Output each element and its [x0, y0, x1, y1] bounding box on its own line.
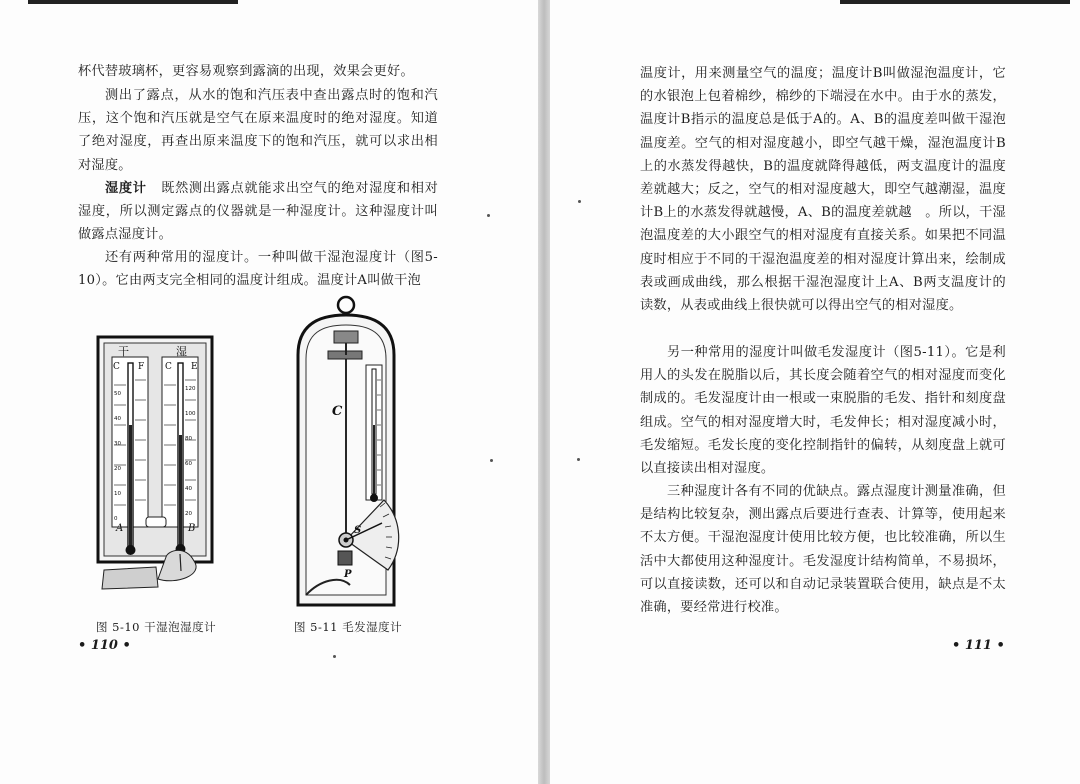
scan-speck [490, 459, 493, 462]
tick-c-5: 0 [114, 516, 118, 522]
tick-c-2: 30 [114, 441, 121, 447]
left-paragraph-1: 杯代替玻璃杯，更容易观察到露滴的出现，效果会更好。 [78, 64, 414, 79]
left-paragraph-3-text: 既然测出露点就能求出空气的绝对湿度和相对湿度，所以测定露点的仪器就是一种湿度计。这种湿度计叫做露点湿度计。 [78, 181, 439, 243]
page-number-right: • 111 • [952, 638, 1005, 653]
label-e-scale: E [191, 362, 198, 372]
figure-hair-hygrometer [290, 295, 402, 615]
label-scale: S [354, 525, 362, 536]
scan-speck [487, 214, 490, 217]
tick-f-0: 120 [185, 386, 196, 392]
scan-speck [333, 655, 336, 658]
tick-c-0: 50 [114, 391, 121, 397]
label-dry: 干 [118, 345, 129, 358]
label-hair: C [332, 404, 343, 419]
top-rule-right [840, 0, 1070, 4]
label-f-scale: F [138, 362, 145, 372]
scan-speck [577, 458, 580, 461]
book-gutter [538, 0, 550, 784]
label-pointer: P [344, 569, 352, 580]
label-wet: 湿 [176, 345, 187, 358]
top-rule-left [28, 0, 238, 4]
tick-f-5: 20 [185, 511, 192, 517]
tick-c-3: 20 [114, 466, 121, 472]
tick-f-4: 40 [185, 486, 192, 492]
tick-f-2: 80 [185, 436, 192, 442]
caption-figure-5-10: 图 5-10 干湿泡湿度计 [96, 620, 217, 634]
label-thermometer-a: A [116, 523, 124, 534]
right-paragraph-1: 温度计，用来测量空气的温度；温度计B叫做湿泡温度计，它的水银泡上包着棉纱，棉纱的下端浸在水中。由于水的蒸发，温度计B指示的温度总是低于A的。A、B的温度差叫做干湿泡温度差。空气的相对湿度越小，即空气越干燥，湿泡温度计B上的水蒸发得越快，B的温度就降得越低，两支温度计的温度差就越大；反之，空气的相对湿度越大，即空气越潮湿，温度计B上的水蒸发得就越慢，A、B的温度差就越 。所以，干湿泡温度差的大小跟空气的相对湿度有直接关系。如果把不同温度时相应于不同的干湿泡温度差的相对湿度计算出来，绘制成表或画成曲线，那么根据干湿泡湿度计上A、B两支温度计的读数，从表或曲线上很快就可以得出空气的相对湿度。 [640, 66, 1006, 314]
right-paragraph-3: 三种湿度计各有不同的优缺点。露点湿度计测量准确，但是结构比较复杂，测出露点后要进行查表、计算等，使用起来不太方便。干湿泡湿度计使用比较方便，也比较准确，所以生活中大都使用这种湿度计。毛发湿度计结构简单，不易损坏，可以直接读数，还可以和自动记录装置联合使用，缺点是不太准确，要经常进行校准。 [640, 484, 1006, 616]
caption-figure-5-11: 图 5-11 毛发湿度计 [294, 620, 403, 634]
label-c-scale: C [113, 362, 120, 372]
label-c-scale-wet: C [165, 362, 172, 372]
tick-f-1: 100 [185, 411, 196, 417]
scan-speck [578, 200, 581, 203]
tick-f-3: 60 [185, 461, 192, 467]
left-paragraph-3 [78, 177, 438, 247]
tick-c-1: 40 [114, 416, 121, 422]
left-paragraph-2: 测出了露点，从水的饱和汽压表中查出露点时的饱和汽压，这个饱和汽压就是空气在原来温度时的绝对湿度。知道了绝对湿度，再查出原来温度下的饱和汽压，就可以求出相对湿度。 [78, 88, 438, 173]
tick-c-4: 10 [114, 491, 121, 497]
term-hygrometer: 湿度计 [105, 181, 147, 196]
left-paragraph-4: 还有两种常用的湿度计。一种叫做干湿泡湿度计（图5-10）。它由两支完全相同的温度计组成。温度计A叫做干泡 [78, 250, 438, 289]
label-thermometer-b: B [188, 523, 196, 534]
page-number-left: • 110 • [78, 638, 131, 653]
figure-wet-dry-bulb-hygrometer [96, 335, 218, 595]
right-paragraph-2: 另一种常用的湿度计叫做毛发湿度计（图5-11）。它是利用人的头发在脱脂以后，其长度会随着空气的相对湿度而变化制成的。毛发湿度计由一根或一束脱脂的毛发、指针和刻度盘组成。空气的相对湿度增大时，毛发伸长；相对湿度减小时，毛发缩短。毛发长度的变化控制指针的偏转，从刻度盘上就可以直接读出相对湿度。 [640, 345, 1006, 477]
